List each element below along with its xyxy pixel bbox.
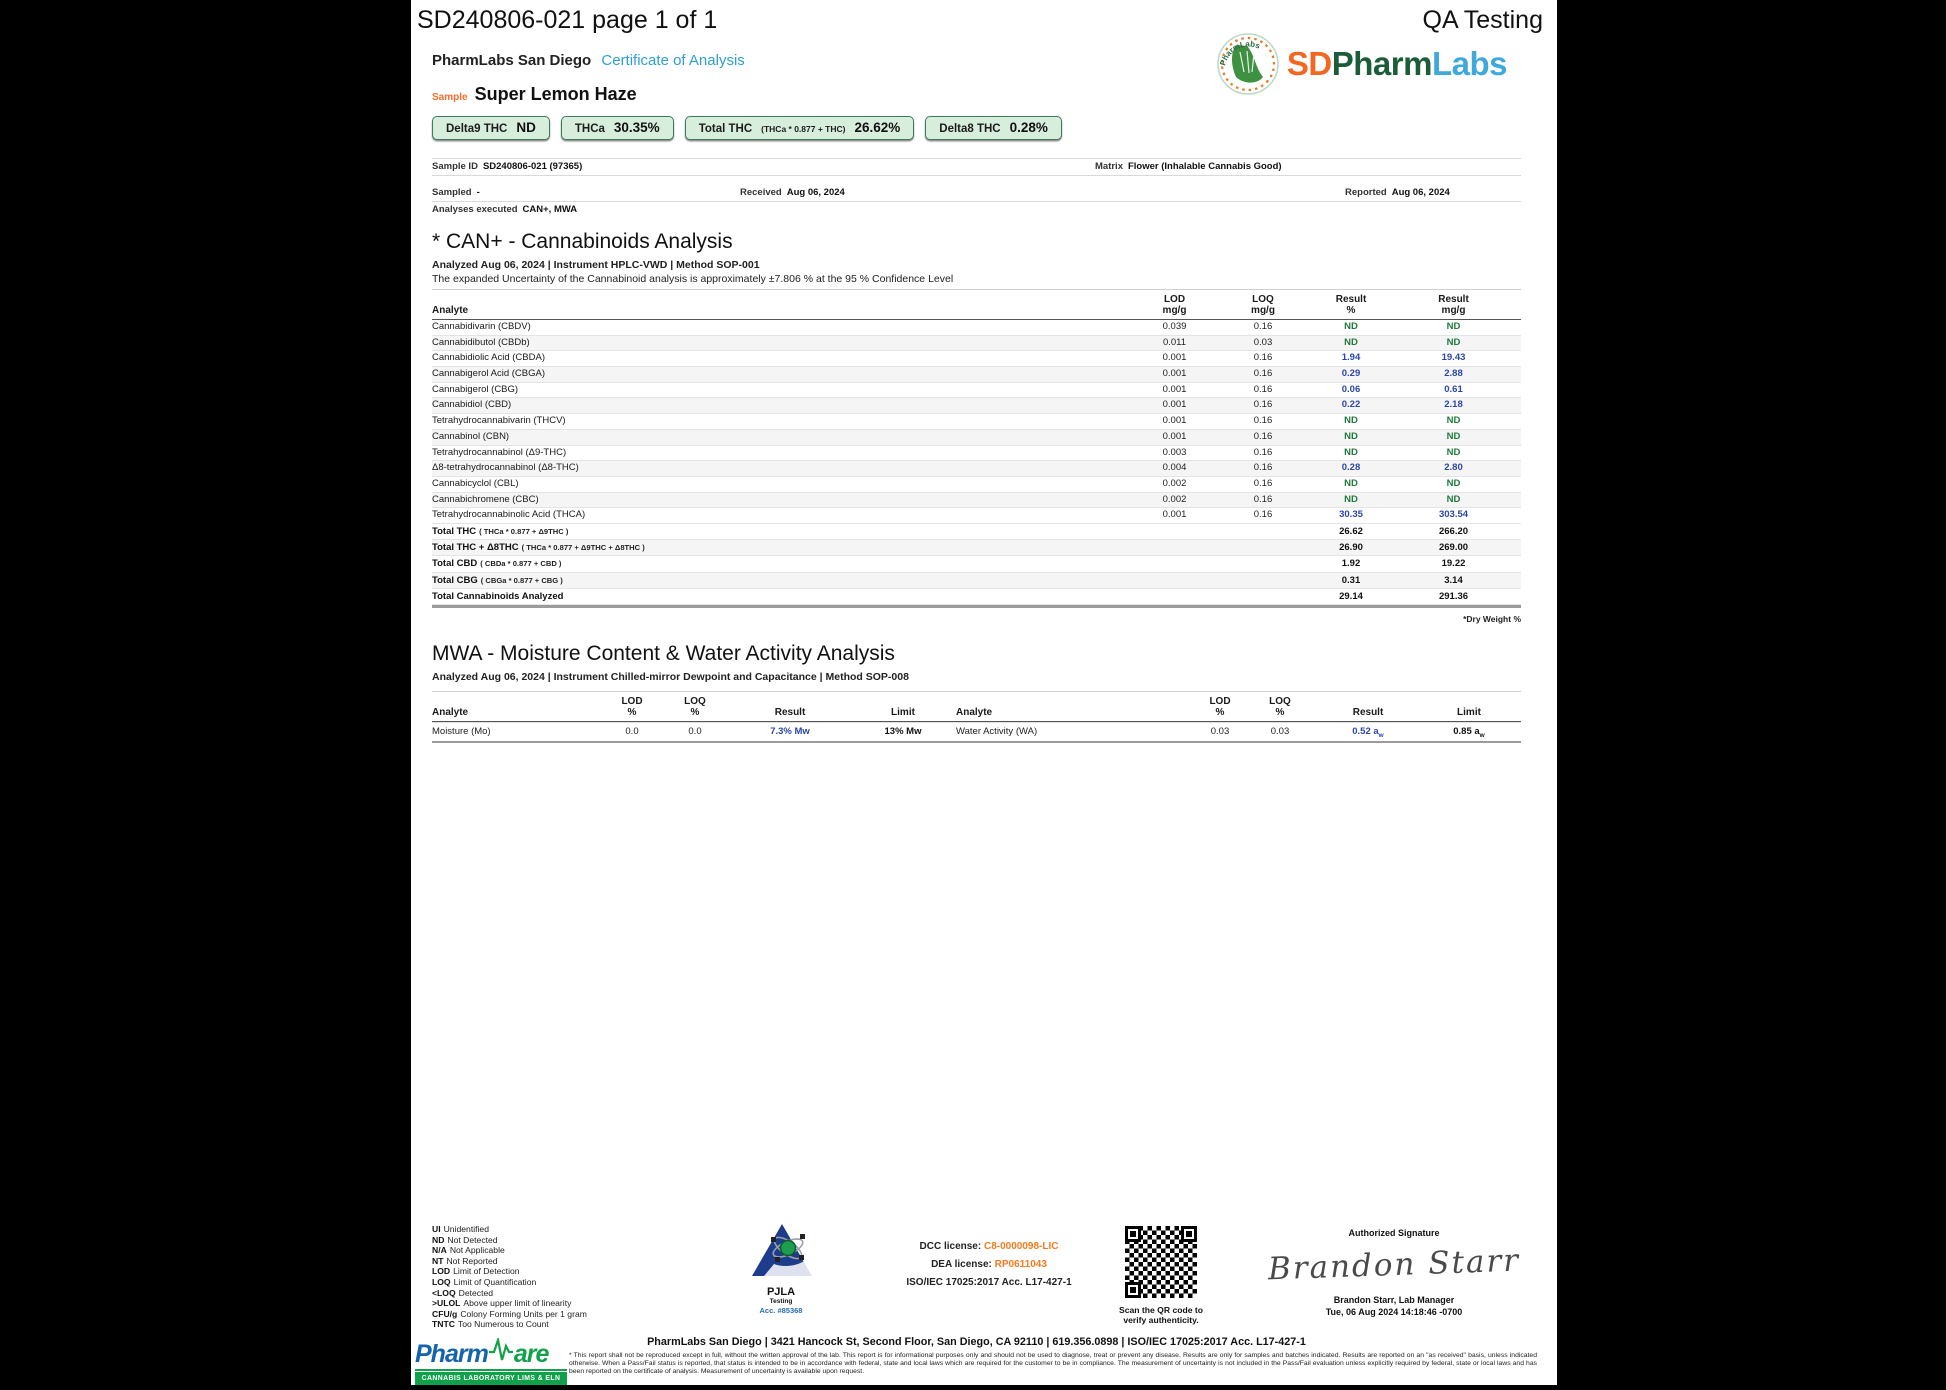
col-result-2: Result bbox=[1352, 706, 1384, 718]
moisture-table-header bbox=[432, 691, 1521, 722]
total-row bbox=[432, 524, 1521, 540]
col-analyte: Analyte bbox=[432, 305, 469, 316]
total-label: Total CBG bbox=[432, 574, 478, 586]
sampled-label: Sampled bbox=[432, 187, 472, 198]
result-mgg: 2.88 bbox=[1444, 368, 1463, 380]
result-badge bbox=[685, 116, 915, 140]
moisture-loq: 0.0 bbox=[688, 725, 702, 737]
result-mgg: ND bbox=[1446, 415, 1461, 427]
lab-address-line: PharmLabs San Diego | 3421 Hancock St, Second Floor, San Diego, CA 92110 | 619.356.0898 | ISO/IEC 17025:2017 Acc. L17-427-1 bbox=[647, 1336, 1306, 1348]
cannabinoids-analyzed-line: Analyzed Aug 06, 2024 | Instrument HPLC-VWD | Method SOP-001 bbox=[432, 259, 760, 271]
table-row bbox=[432, 320, 1521, 336]
badge-label: Delta8 THC bbox=[939, 123, 1001, 135]
col-lod: LOD mg/g bbox=[1162, 294, 1187, 316]
qr-finder-icon bbox=[1181, 1226, 1197, 1242]
certificate-of-analysis-label: Certificate of Analysis bbox=[601, 52, 745, 69]
water-limit: 0.85 $a_w$ bbox=[1453, 725, 1485, 739]
moisture-analyzed-line: Analyzed Aug 06, 2024 | Instrument Chilled-mirror Dewpoint and Capacitance | Method SOP-008 bbox=[432, 670, 909, 683]
pharmware-wordmark bbox=[415, 1338, 567, 1371]
analyte-name: Δ8-tetrahydrocannabinol (Δ8-THC) bbox=[432, 462, 579, 474]
total-mgg: 291.36 bbox=[1438, 590, 1469, 602]
sd-text: SD bbox=[1286, 45, 1332, 82]
legend-text: Unidentified bbox=[443, 1224, 489, 1234]
analyte-name: Tetrahydrocannabinol (Δ9-THC) bbox=[432, 446, 567, 458]
table-row bbox=[432, 383, 1521, 399]
total-percent: 1.92 bbox=[1341, 558, 1361, 570]
analyte-name: Cannabichromene (CBC) bbox=[432, 493, 539, 505]
badge-value: 30.35% bbox=[613, 120, 660, 135]
result-mgg: ND bbox=[1446, 493, 1461, 505]
legend-text: Detected bbox=[458, 1287, 494, 1298]
total-mgg: 269.00 bbox=[1438, 542, 1469, 554]
table-row bbox=[432, 493, 1521, 509]
badge-label: Total THC bbox=[698, 123, 753, 135]
report-disclaimer: * This report shall not be reproduced except in full, without the written approval of the lab. This report is for informational purposes only and should not be used to diagnose, treat or prevent any disease. Results are only for samples and batches indicated. Results are reported on an "as received" basis, unless indicated otherwise. When a Pass/Fail status is reported, that status is intended to be in accordance with federal, state and local laws which are required for the customer to be in compliance. The measurement of uncertainty is not included in the Pass/Fail evaluation unless explicitly required by federal, state or local laws and has been reported on the certificate of analysis. Measurement of uncertainty is available upon request. bbox=[569, 1352, 1537, 1376]
result-percent: ND bbox=[1344, 321, 1358, 332]
col-analyte: Analyte bbox=[432, 706, 469, 718]
result-percent: 1.94 bbox=[1341, 352, 1361, 364]
badge-value: 26.62% bbox=[854, 120, 901, 135]
lod-value: 0.001 bbox=[1162, 352, 1187, 364]
legend-text: Too Numerous to Count bbox=[457, 1319, 549, 1330]
table-row bbox=[432, 508, 1521, 524]
loq-value: 0.16 bbox=[1253, 462, 1273, 474]
pharmware-logo bbox=[415, 1338, 567, 1385]
analyte-name: Cannabidibutol (CBDb) bbox=[432, 336, 530, 348]
legend-item bbox=[432, 1256, 587, 1267]
thc-summary-badges bbox=[432, 116, 1557, 140]
col-result-mgg: Result mg/g bbox=[1438, 294, 1469, 316]
col-result: Result bbox=[774, 706, 806, 718]
dates-row bbox=[432, 185, 1521, 202]
signer-name: Brandon Starr, Lab Manager bbox=[1333, 1295, 1455, 1305]
sample-id-row bbox=[432, 158, 1521, 176]
result-mgg: ND bbox=[1446, 477, 1461, 489]
col-lod: LOD % bbox=[621, 695, 643, 718]
total-percent: 29.14 bbox=[1339, 590, 1363, 602]
moisture-section bbox=[432, 642, 1521, 743]
analyte-name: Cannabidiolic Acid (CBDA) bbox=[432, 352, 545, 364]
pharmware-tagline: CANNABIS LABORATORY LIMS & ELN bbox=[415, 1372, 567, 1385]
pharm-text: Pharm bbox=[1331, 45, 1432, 82]
legend-item bbox=[432, 1277, 587, 1288]
result-percent: ND bbox=[1344, 446, 1358, 458]
abbreviation-legend bbox=[432, 1224, 587, 1330]
total-formula: ( THCa * 0.877 + Δ9THC ) bbox=[479, 526, 569, 536]
moisture-limit: 13% Mw bbox=[884, 725, 922, 737]
sample-label: Sample bbox=[432, 92, 468, 103]
legend-abbr: LOQ bbox=[432, 1276, 451, 1287]
pharmlabs-circle-badge bbox=[1216, 32, 1280, 96]
total-row bbox=[432, 573, 1521, 589]
col-analyte-2: Analyte bbox=[956, 706, 993, 718]
total-row bbox=[432, 556, 1521, 572]
legend-item bbox=[432, 1298, 587, 1309]
sampled-value: - bbox=[476, 187, 480, 198]
sdpharmlabs-logo bbox=[1216, 32, 1507, 96]
loq-value: 0.16 bbox=[1253, 352, 1273, 364]
result-mgg: ND bbox=[1446, 321, 1461, 332]
cannabinoids-section bbox=[432, 230, 1521, 624]
legend-item bbox=[432, 1266, 587, 1277]
cannabinoids-table-header bbox=[432, 289, 1521, 320]
analyses-value: CAN+, MWA bbox=[522, 204, 578, 215]
sample-id-value: SD240806-021 (97365) bbox=[482, 161, 583, 172]
lod-value: 0.002 bbox=[1162, 477, 1187, 489]
result-percent: ND bbox=[1344, 415, 1358, 427]
col-loq: LOQ mg/g bbox=[1251, 294, 1275, 316]
moisture-table bbox=[432, 691, 1521, 743]
pjla-accreditation bbox=[714, 1220, 848, 1316]
sdpharmlabs-wordmark bbox=[1287, 45, 1507, 83]
result-percent: ND bbox=[1344, 430, 1358, 442]
cannabinoids-rows bbox=[432, 320, 1521, 524]
table-row bbox=[432, 446, 1521, 462]
moisture-lod: 0.0 bbox=[625, 725, 639, 737]
result-mgg: ND bbox=[1446, 446, 1461, 458]
water-result: 0.52 $a_w$ bbox=[1352, 725, 1384, 739]
lod-value: 0.001 bbox=[1162, 509, 1187, 521]
analyte-name: Cannabicyclol (CBL) bbox=[432, 477, 519, 489]
result-percent: 30.35 bbox=[1339, 509, 1363, 521]
reported-value: Aug 06, 2024 bbox=[1391, 187, 1450, 198]
moisture-data-row bbox=[432, 722, 1521, 743]
legend-abbr: ND bbox=[432, 1234, 445, 1245]
legend-item bbox=[432, 1235, 587, 1246]
moisture-result: 7.3% Mw bbox=[770, 725, 810, 737]
loq-value: 0.16 bbox=[1253, 477, 1273, 489]
result-percent: 0.29 bbox=[1341, 368, 1361, 380]
loq-value: 0.03 bbox=[1253, 336, 1273, 348]
received-label: Received bbox=[740, 187, 782, 198]
analyte-name: Cannabigerol (CBG) bbox=[432, 383, 519, 395]
labs-text: Labs bbox=[1431, 45, 1507, 82]
result-percent: ND bbox=[1344, 493, 1358, 505]
result-mgg: ND bbox=[1446, 336, 1461, 348]
totals-rows bbox=[432, 524, 1521, 608]
lod-value: 0.039 bbox=[1162, 321, 1187, 332]
table-row bbox=[432, 367, 1521, 383]
qr-code bbox=[1125, 1226, 1197, 1298]
loq-value: 0.16 bbox=[1253, 368, 1273, 380]
loq-value: 0.16 bbox=[1253, 321, 1273, 332]
legend-abbr: >ULOL bbox=[432, 1298, 461, 1309]
cannabinoids-table bbox=[432, 289, 1521, 624]
col-loq-2: LOQ % bbox=[1269, 695, 1291, 718]
legend-text: Not Reported bbox=[446, 1255, 498, 1266]
document-id-title: SD240806-021 page 1 of 1 bbox=[417, 6, 718, 34]
qr-finder-icon bbox=[1125, 1226, 1141, 1242]
uncertainty-note: The expanded Uncertainty of the Cannabinoid analysis is approximately ±7.806 % at the 95 % Confidence Level bbox=[432, 273, 954, 285]
loq-value: 0.16 bbox=[1253, 430, 1273, 442]
lod-value: 0.001 bbox=[1162, 415, 1187, 427]
table-row bbox=[432, 414, 1521, 430]
result-percent: ND bbox=[1344, 336, 1358, 348]
total-mgg: 266.20 bbox=[1438, 525, 1469, 537]
legend-text: Colony Forming Units per 1 gram bbox=[460, 1308, 587, 1319]
total-mgg: 19.22 bbox=[1441, 558, 1466, 570]
loq-value: 0.16 bbox=[1253, 415, 1273, 427]
total-label: Total THC bbox=[432, 525, 477, 537]
legend-item bbox=[432, 1224, 587, 1235]
analyte-name: Cannabidivarin (CBDV) bbox=[432, 321, 531, 332]
result-mgg: 2.80 bbox=[1444, 462, 1463, 474]
coa-document-page bbox=[411, 0, 1557, 1385]
loq-value: 0.16 bbox=[1253, 399, 1273, 411]
dry-weight-note: *Dry Weight % bbox=[1463, 613, 1521, 624]
pharmware-pharm-text: Pharm bbox=[415, 1340, 488, 1368]
dcc-license-value: C8-0000098-LIC bbox=[983, 1241, 1059, 1252]
loq-value: 0.16 bbox=[1253, 383, 1273, 395]
analyses-row bbox=[432, 202, 1521, 216]
legend-item bbox=[432, 1288, 587, 1299]
result-percent: 0.28 bbox=[1341, 462, 1361, 474]
result-badge bbox=[925, 116, 1062, 140]
legend-text: Not Applicable bbox=[449, 1245, 505, 1256]
dcc-license-line: DCC license: C8-0000098-LIC bbox=[919, 1241, 1059, 1252]
qr-verification bbox=[1111, 1226, 1211, 1325]
legend-abbr: LOD bbox=[432, 1266, 451, 1277]
lod-value: 0.002 bbox=[1162, 493, 1187, 505]
sample-metadata bbox=[432, 158, 1521, 216]
pulse-line-icon bbox=[488, 1338, 514, 1362]
handwritten-signature: Brandon Starr bbox=[1267, 1242, 1521, 1288]
total-formula: ( THCa * 0.877 + Δ9THC + Δ8THC ) bbox=[521, 543, 645, 553]
result-mgg: 19.43 bbox=[1441, 352, 1466, 364]
analyses-label: Analyses executed bbox=[432, 204, 518, 215]
total-percent: 0.31 bbox=[1341, 574, 1361, 586]
legend-text: Not Detected bbox=[447, 1234, 498, 1245]
lab-name: PharmLabs San Diego bbox=[432, 52, 592, 69]
reported-label: Reported bbox=[1345, 187, 1387, 198]
qr-finder-icon bbox=[1125, 1282, 1141, 1298]
analyte-name: Tetrahydrocannabivarin (THCV) bbox=[432, 415, 566, 427]
authorized-signature-label: Authorized Signature bbox=[1348, 1228, 1440, 1238]
pjla-name: PJLA bbox=[766, 1286, 796, 1298]
dea-license-value: RP0611043 bbox=[994, 1259, 1047, 1270]
matrix-value: Flower (Inhalable Cannabis Good) bbox=[1127, 161, 1282, 172]
legend-text: Above upper limit of linearity bbox=[463, 1298, 572, 1309]
lod-value: 0.001 bbox=[1162, 430, 1187, 442]
result-percent: ND bbox=[1344, 477, 1358, 489]
moisture-section-title: MWA - Moisture Content & Water Activity Analysis bbox=[432, 641, 895, 665]
legend-abbr: NT bbox=[432, 1255, 444, 1266]
lod-value: 0.003 bbox=[1162, 446, 1187, 458]
badge-formula: (THCa * 0.877 + THC) bbox=[761, 124, 846, 134]
lod-value: 0.001 bbox=[1162, 368, 1187, 380]
total-formula: ( CBGa * 0.877 + CBG ) bbox=[480, 575, 563, 585]
total-mgg: 3.14 bbox=[1444, 574, 1463, 586]
qa-testing-label: QA Testing bbox=[1422, 6, 1543, 34]
signature-block bbox=[1259, 1228, 1529, 1317]
lod-value: 0.004 bbox=[1162, 462, 1187, 474]
lod-value: 0.001 bbox=[1162, 399, 1187, 411]
total-formula: ( CBDa * 0.877 + CBD ) bbox=[480, 559, 562, 569]
loq-value: 0.16 bbox=[1253, 446, 1273, 458]
signature-timestamp: Tue, 06 Aug 2024 14:18:46 -0700 bbox=[1325, 1307, 1463, 1317]
table-row bbox=[432, 336, 1521, 352]
legend-abbr: TNTC bbox=[432, 1319, 455, 1330]
legend-item bbox=[432, 1319, 587, 1330]
col-limit-2: Limit bbox=[1457, 706, 1481, 718]
legend-text: Limit of Detection bbox=[453, 1266, 520, 1277]
total-label: Total Cannabinoids Analyzed bbox=[432, 590, 564, 602]
col-limit: Limit bbox=[891, 706, 915, 718]
pjla-accreditation-number: Acc. #85368 bbox=[759, 1305, 803, 1315]
result-badge bbox=[432, 116, 550, 140]
legend-text: Limit of Quantification bbox=[453, 1276, 537, 1287]
pjla-logo bbox=[744, 1220, 818, 1280]
result-mgg: 303.54 bbox=[1438, 509, 1469, 521]
total-percent: 26.90 bbox=[1339, 542, 1363, 554]
water-lod: 0.03 bbox=[1210, 725, 1230, 737]
total-row bbox=[432, 540, 1521, 556]
iso-accreditation-line: ISO/IEC 17025:2017 Acc. L17-427-1 bbox=[906, 1277, 1072, 1288]
table-row bbox=[432, 430, 1521, 446]
legend-abbr: UI bbox=[432, 1224, 441, 1234]
table-row bbox=[432, 351, 1521, 367]
lod-value: 0.011 bbox=[1162, 336, 1187, 348]
table-row bbox=[432, 477, 1521, 493]
matrix-label: Matrix bbox=[1095, 161, 1123, 172]
badge-label: Delta9 THC bbox=[446, 123, 508, 135]
total-label: Total CBD bbox=[432, 558, 478, 570]
col-lod-2: LOD % bbox=[1209, 695, 1231, 718]
loq-value: 0.16 bbox=[1253, 493, 1273, 505]
received-value: Aug 06, 2024 bbox=[786, 187, 845, 198]
result-badge bbox=[561, 116, 674, 140]
legend-abbr: CFU/g bbox=[432, 1308, 458, 1319]
water-activity-analyte: Water Activity (WA) bbox=[956, 725, 1038, 737]
license-block bbox=[859, 1238, 1119, 1292]
pjla-testing-label: Testing bbox=[769, 1298, 793, 1305]
table-row bbox=[432, 461, 1521, 477]
col-loq: LOQ % bbox=[684, 695, 706, 718]
legend-abbr: N/A bbox=[432, 1245, 447, 1256]
table-row bbox=[432, 398, 1521, 414]
badge-value: 0.28% bbox=[1009, 120, 1048, 135]
loq-value: 0.16 bbox=[1253, 509, 1273, 521]
analyte-name: Cannabigerol Acid (CBGA) bbox=[432, 368, 545, 380]
sample-name: Super Lemon Haze bbox=[474, 84, 637, 104]
cannabinoids-section-title: * CAN+ - Cannabinoids Analysis bbox=[432, 230, 733, 253]
badge-label: THCa bbox=[574, 123, 605, 135]
result-percent: 0.06 bbox=[1341, 383, 1361, 395]
result-percent: 0.22 bbox=[1341, 399, 1361, 411]
water-loq: 0.03 bbox=[1270, 725, 1290, 737]
analyte-name: Cannabinol (CBN) bbox=[432, 430, 510, 442]
badge-arc-text: PharmLabs bbox=[1218, 39, 1262, 67]
legend-abbr: <LOQ bbox=[432, 1287, 456, 1298]
col-result-pct: Result % bbox=[1335, 294, 1367, 316]
moisture-analyte: Moisture (Mo) bbox=[432, 725, 491, 737]
result-mgg: 2.18 bbox=[1444, 399, 1463, 411]
result-mgg: 0.61 bbox=[1444, 383, 1463, 395]
legend-item bbox=[432, 1245, 587, 1256]
analyte-name: Cannabidiol (CBD) bbox=[432, 399, 512, 411]
sample-id-label: Sample ID bbox=[432, 161, 478, 172]
total-percent: 26.62 bbox=[1339, 525, 1363, 537]
lod-value: 0.001 bbox=[1162, 383, 1187, 395]
badge-value: ND bbox=[516, 120, 536, 135]
dea-license-line: DEA license: RP0611043 bbox=[931, 1259, 1047, 1270]
analyte-name: Tetrahydrocannabinolic Acid (THCA) bbox=[432, 509, 586, 521]
qr-caption: Scan the QR code to verify authenticity. bbox=[1118, 1305, 1204, 1325]
total-label: Total THC + Δ8THC bbox=[432, 542, 519, 554]
legend-item bbox=[432, 1309, 587, 1320]
total-row bbox=[432, 589, 1521, 605]
pharmware-ware-text: are bbox=[513, 1340, 549, 1368]
result-mgg: ND bbox=[1446, 430, 1461, 442]
